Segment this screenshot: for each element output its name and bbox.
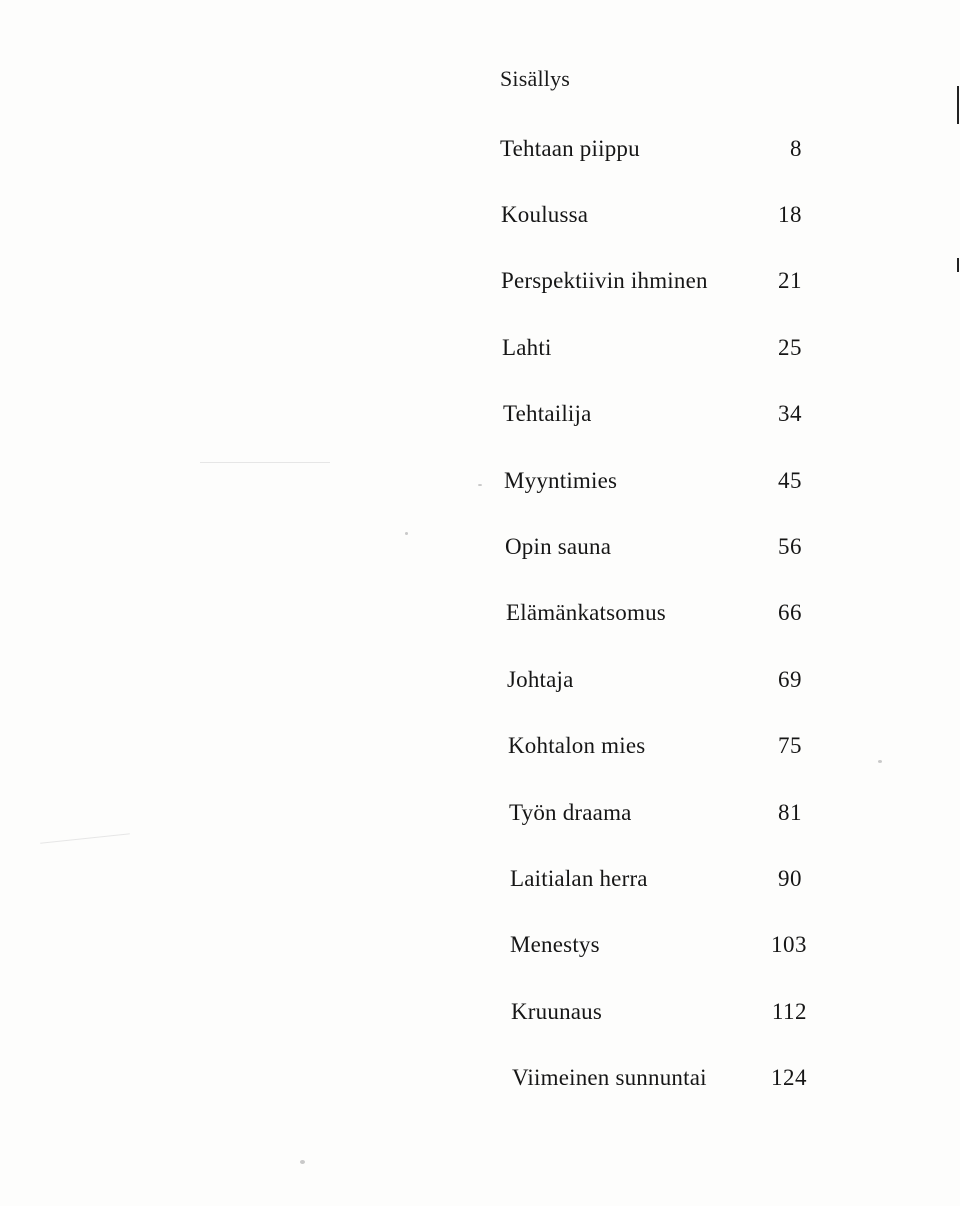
toc-entry — [0, 468, 960, 504]
scan-artifact-line — [200, 462, 330, 463]
toc-entry — [0, 335, 960, 371]
toc-entry — [0, 999, 960, 1035]
toc-entry-title: Myyntimies — [504, 468, 618, 493]
toc-entry-title: Menestys — [510, 932, 600, 957]
toc-entry-page-number: 75 — [778, 733, 802, 758]
toc-entry — [0, 866, 960, 902]
toc-entry — [0, 268, 960, 304]
toc-entry-page-number: 34 — [778, 401, 802, 426]
toc-entry-page-number: 18 — [778, 202, 802, 227]
toc-entry-page-number: 66 — [778, 600, 802, 625]
toc-entry-title: Koulussa — [501, 202, 589, 227]
toc-entry — [0, 600, 960, 636]
toc-entry-title: Kruunaus — [511, 999, 603, 1024]
page-edge-mark — [957, 86, 959, 124]
scan-speck — [300, 1160, 305, 1164]
toc-entry-page-number: 8 — [790, 136, 802, 161]
toc-entry-title: Laitialan herra — [510, 866, 648, 891]
toc-entry — [0, 733, 960, 769]
toc-entry-page-number: 103 — [771, 932, 807, 957]
toc-entry-page-number: 45 — [778, 468, 802, 493]
toc-entry-page-number: 25 — [778, 335, 802, 360]
toc-entry-title: Lahti — [502, 335, 552, 360]
toc-entry-page-number: 112 — [771, 999, 807, 1024]
toc-entry-title: Perspektiivin ihminen — [501, 268, 708, 293]
toc-entry-title: Johtaja — [507, 667, 574, 692]
toc-entry — [0, 534, 960, 570]
toc-entry-page-number: 81 — [778, 800, 802, 825]
toc-entry-title: Kohtalon mies — [508, 733, 646, 758]
toc-entry — [0, 136, 960, 172]
toc-entry-page-number: 90 — [778, 866, 802, 891]
toc-entry-title: Työn draama — [509, 800, 632, 825]
toc-entry-page-number: 124 — [771, 1065, 807, 1090]
toc-entry-title: Viimeinen sunnuntai — [512, 1065, 707, 1090]
toc-entry — [0, 202, 960, 238]
toc-entry — [0, 1065, 960, 1101]
toc-entry — [0, 401, 960, 437]
toc-entry-title: Elämänkatsomus — [506, 600, 666, 625]
toc-entry — [0, 667, 960, 703]
toc-heading: Sisällys — [500, 66, 571, 91]
toc-entry-page-number: 69 — [778, 667, 802, 692]
toc-entry-title: Tehtailija — [503, 401, 592, 426]
toc-entry-title: Tehtaan piippu — [500, 136, 640, 161]
toc-entry-page-number: 21 — [778, 268, 802, 293]
toc-entry-title: Opin sauna — [505, 534, 612, 559]
toc-entry — [0, 932, 960, 968]
toc-entry-page-number: 56 — [778, 534, 802, 559]
toc-entry — [0, 800, 960, 836]
